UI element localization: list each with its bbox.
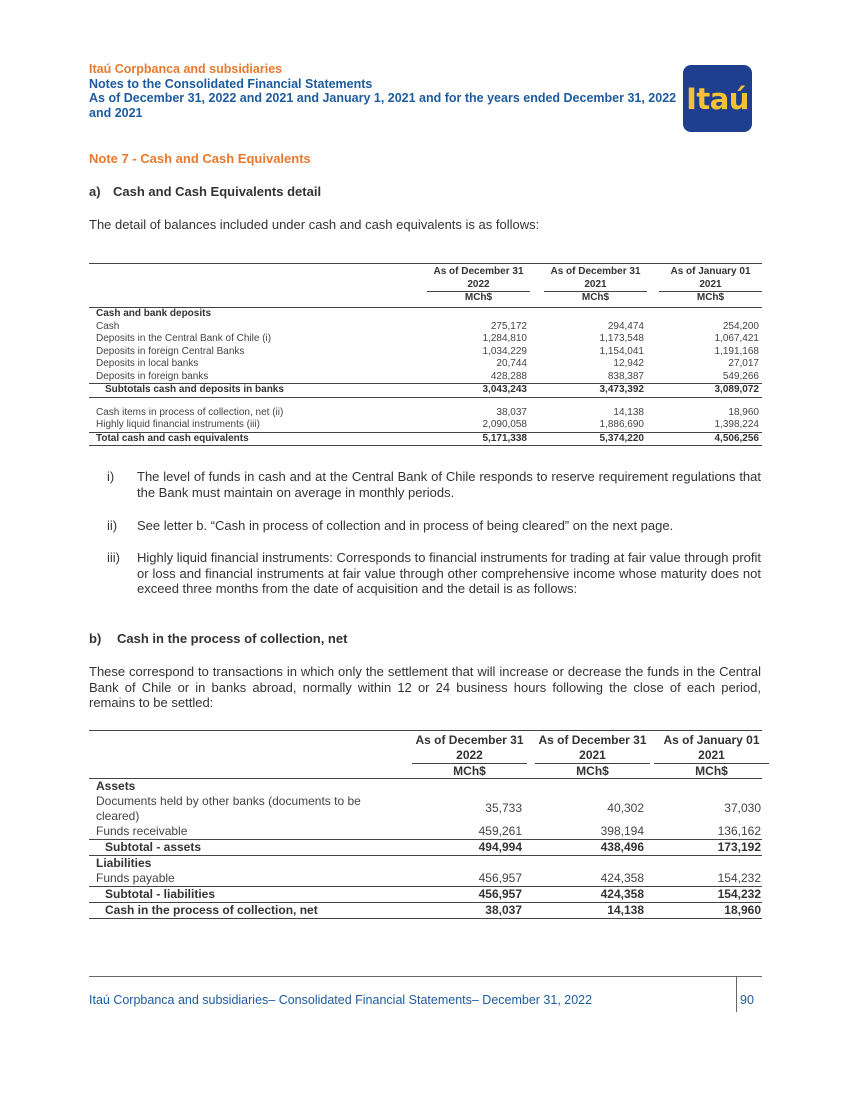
row-label: Deposits in local banks <box>96 358 199 369</box>
row-label: Deposits in foreign banks <box>96 370 209 382</box>
page-number: 90 <box>740 993 754 1007</box>
footer-separator <box>736 976 737 1012</box>
section-a-letter: a) <box>89 184 101 199</box>
cell: 1,067,421 <box>714 333 759 344</box>
col-header-unit: MCh$ <box>695 764 728 778</box>
section-a-heading: Cash and Cash Equivalents detail <box>113 184 322 199</box>
cell: 456,957 <box>478 887 522 901</box>
period-line-1: As of December 31, 2022 and 2021 and January 1, 2021 and for the years ended December 31, 2022 <box>89 91 677 105</box>
cell: 459,261 <box>478 824 522 838</box>
footnote-number: i) <box>107 469 115 484</box>
cell: 154,232 <box>717 871 761 885</box>
row-label: Total cash and cash equivalents <box>96 432 249 444</box>
col-header-dec-2022 <box>427 266 530 305</box>
cell: 1,034,229 <box>482 345 527 357</box>
liabilities-heading-row <box>89 856 762 871</box>
row-label-line2: cleared) <box>96 809 140 823</box>
cell: 38,037 <box>496 406 527 418</box>
footnote-number: ii) <box>107 518 118 533</box>
col-header-unit: MCh$ <box>576 764 609 778</box>
table-row <box>89 371 762 384</box>
company-name: Itaú Corpbanca and subsidiaries <box>89 62 283 76</box>
cell: 4,506,256 <box>714 432 759 444</box>
row-label: Deposits in foreign Central Banks <box>96 345 245 357</box>
cell: 1,886,690 <box>599 419 644 430</box>
row-label: Subtotals cash and deposits in banks <box>105 384 284 395</box>
col-header-line1: As of December 31 <box>415 733 524 747</box>
cell: 424,358 <box>600 887 644 901</box>
cell: 1,154,041 <box>599 345 644 357</box>
footnote-text: See letter b. “Cash in process of collection and in process of being cleared” on the next page. <box>137 518 674 533</box>
col-header-jan-2021 <box>659 266 762 305</box>
row-label: Cash <box>96 320 120 332</box>
cell: 20,744 <box>496 358 527 369</box>
col-header-unit: MCh$ <box>581 292 610 303</box>
col-header-unit: MCh$ <box>453 764 486 778</box>
cell: 3,043,243 <box>482 384 527 395</box>
cell: 549,266 <box>722 370 759 382</box>
cell: 38,037 <box>485 903 522 917</box>
cell: 37,030 <box>724 801 761 815</box>
footnote-number: iii) <box>107 550 120 565</box>
document-title: Notes to the Consolidated Financial Statements <box>89 76 373 91</box>
cell: 27,017 <box>728 358 759 369</box>
col-header-dec-2021 <box>535 733 650 779</box>
footnote-i <box>107 469 761 500</box>
footnote-ii <box>107 518 761 534</box>
section-b-heading: Cash in the process of collection, net <box>117 631 348 646</box>
cell: 838,387 <box>607 370 644 382</box>
footnote-text: The level of funds in cash and at the Central Bank of Chile responds to reserve requirement regulations that the Bank must maintain on average in monthly periods. <box>137 469 761 500</box>
cell: 428,288 <box>490 370 527 382</box>
row-label: Subtotal - liabilities <box>105 887 216 901</box>
cell: 294,474 <box>607 320 644 332</box>
footnote-text: Highly liquid financial instruments: Corresponds to financial instruments for trading at fair value through profit or loss and financial instruments at fair value through other comprehensive income whose maturity does not exceed three months from the date of acquisition and the detail is as follows: <box>137 550 761 596</box>
row-label: Highly liquid financial instruments (iii) <box>96 419 260 430</box>
row-label <box>96 794 361 824</box>
table-row <box>89 333 762 346</box>
col-header-line2: 2021 <box>544 279 647 293</box>
subtotal-row <box>89 840 762 855</box>
row-label: Cash items in process of collection, net (ii) <box>96 406 284 418</box>
cell: 254,200 <box>722 320 759 332</box>
collection-table <box>89 730 762 919</box>
cell: 173,192 <box>717 840 761 854</box>
cell: 14,138 <box>607 903 644 917</box>
cell: 2,090,058 <box>482 419 527 430</box>
col-header-line2: 2021 <box>535 748 650 764</box>
table-row <box>89 346 762 359</box>
cell: 154,232 <box>717 887 761 901</box>
col-header-line1: As of December 31 <box>538 733 647 747</box>
period-line-2: and 2021 <box>89 105 143 120</box>
col-header-dec-2021 <box>544 266 647 305</box>
group-heading: Assets <box>96 779 136 793</box>
cell: 18,960 <box>724 903 761 917</box>
group-heading-row <box>89 308 762 321</box>
row-label: Subtotal - assets <box>105 840 202 854</box>
cell: 12,942 <box>613 358 644 369</box>
logo-text: Itaú <box>686 81 749 116</box>
page-header <box>89 62 689 120</box>
cell: 275,172 <box>490 320 527 332</box>
col-header-dec-2022 <box>412 733 527 779</box>
section-a-intro: The detail of balances included under cash and cash equivalents is as follows: <box>89 217 540 232</box>
col-header-unit: MCh$ <box>696 292 725 303</box>
note-title: Note 7 - Cash and Cash Equivalents <box>89 151 311 166</box>
row-label: Deposits in the Central Bank of Chile (i) <box>96 333 272 344</box>
section-b-intro: These correspond to transactions in which only the settlement that will increase or decrease the funds in the Central Bank of Chile or in banks abroad, normally within 12 or 24 business hours following the close of each period, remains to be settled: <box>89 664 761 710</box>
cell: 424,358 <box>600 871 644 885</box>
cell: 136,162 <box>717 824 761 838</box>
cash-equivalents-table <box>89 263 762 446</box>
cell: 1,398,224 <box>714 419 759 430</box>
cell: 3,089,072 <box>714 384 759 395</box>
col-header-unit: MCh$ <box>464 292 493 303</box>
section-b-letter: b) <box>89 631 102 646</box>
row-label-line1: Documents held by other banks (documents to be <box>96 794 361 808</box>
subtotal-row <box>89 887 762 902</box>
section-a-title <box>89 184 321 199</box>
cell: 35,733 <box>485 801 522 815</box>
table-row <box>89 419 762 432</box>
table-row <box>89 407 762 420</box>
cell: 456,957 <box>478 871 522 885</box>
table-row <box>89 794 762 824</box>
row-label: Funds receivable <box>96 824 188 838</box>
col-header-line2: 2021 <box>659 279 762 293</box>
col-header-line2: 2022 <box>412 748 527 764</box>
cell: 3,473,392 <box>599 384 644 395</box>
col-header-line2: 2022 <box>427 279 530 293</box>
cell: 494,994 <box>478 840 522 854</box>
subtotal-row <box>89 384 762 397</box>
cell: 1,191,168 <box>714 345 759 357</box>
total-row <box>89 433 762 446</box>
footer-rule <box>89 976 762 977</box>
cell: 398,194 <box>600 824 644 838</box>
table-row <box>89 824 762 839</box>
group-heading: Cash and bank deposits <box>96 308 212 319</box>
cell: 5,171,338 <box>482 432 527 444</box>
cell: 1,284,810 <box>482 333 527 344</box>
cell: 438,496 <box>600 840 644 854</box>
cell: 5,374,220 <box>599 432 644 444</box>
table-row <box>89 358 762 371</box>
col-header-line1: As of January 01 <box>670 266 751 277</box>
table-row <box>89 321 762 334</box>
col-header-line2: 2021 <box>654 748 769 764</box>
col-header-jan-2021 <box>654 733 769 779</box>
footer-text: Itaú Corpbanca and subsidiaries– Consolidated Financial Statements– December 31, 2022 <box>89 993 593 1007</box>
col-header-line1: As of January 01 <box>663 733 760 747</box>
row-label: Cash in the process of collection, net <box>105 903 318 917</box>
col-header-line1: As of December 31 <box>433 266 524 277</box>
itau-logo <box>683 65 752 132</box>
table-row <box>89 871 762 886</box>
section-b-title <box>89 631 347 646</box>
group-heading: Liabilities <box>96 856 152 870</box>
cell: 1,173,548 <box>599 333 644 344</box>
net-row <box>89 903 762 918</box>
col-header-line1: As of December 31 <box>550 266 641 277</box>
footnote-iii <box>107 550 761 597</box>
cell: 18,960 <box>728 406 759 418</box>
cell: 40,302 <box>607 801 644 815</box>
cell: 14,138 <box>613 406 644 418</box>
row-label: Funds payable <box>96 871 175 885</box>
assets-heading-row <box>89 779 762 794</box>
